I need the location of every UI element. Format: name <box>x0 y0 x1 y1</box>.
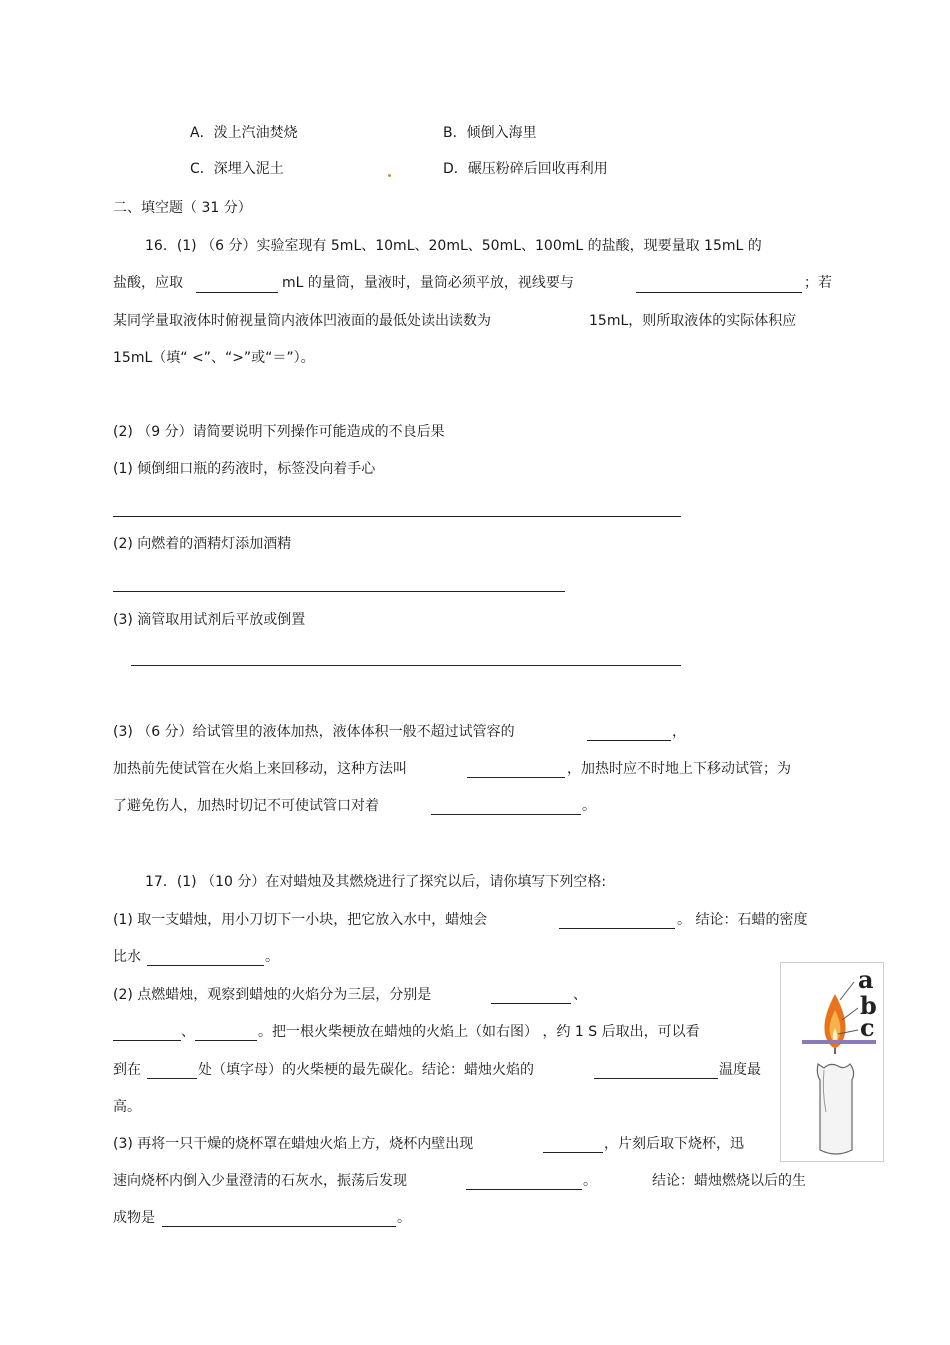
q17-item3c: 速向烧杯内倒入少量澄清的石灰水，振荡后发现 <box>113 1173 407 1189</box>
q17-item2b: 、 <box>573 987 587 1003</box>
candle-figure <box>780 962 884 1162</box>
q17-item3d: 。 <box>583 1173 597 1189</box>
q17-item2d: 。把一根火柴梗放在蜡烛的火焰上（如右图） ，约 1 S 后取出，可以看 <box>258 1024 700 1040</box>
q17-item2c: 、 <box>181 1024 195 1040</box>
q17-item3b: ，片刻后取下烧杯，迅 <box>604 1136 744 1152</box>
q16-line2c: ；若 <box>804 275 832 291</box>
stray-dot <box>388 174 391 177</box>
blank-flame-layer-3[interactable] <box>195 1040 257 1041</box>
option-b: B．倾倒入海里 <box>443 125 537 141</box>
blank-volume-fraction[interactable] <box>587 740 671 741</box>
option-d: D．碾压粉碎后回收再利用 <box>443 161 608 177</box>
answer-line-1[interactable] <box>113 516 681 517</box>
q16-part3-line1b: ， <box>672 724 686 740</box>
q17-item2h: 高。 <box>113 1099 141 1115</box>
q17-item2g: 温度最 <box>719 1062 761 1078</box>
q16-part2-item1: (1) 倾倒细口瓶的药液时，标签没向着手心 <box>113 461 376 477</box>
q17-item1a: (1) 取一支蜡烛，用小刀切下一小块，把它放入水中，蜡烛会 <box>113 912 488 928</box>
blank-flame-layer-2[interactable] <box>113 1040 181 1041</box>
q16-line3a: 某同学量取液体时俯视量筒内液体凹液面的最低处读出读数为 <box>113 313 491 329</box>
blank-floats[interactable] <box>559 928 675 929</box>
q16-line3b: 15mL，则所取液体的实际体积应 <box>589 313 797 329</box>
q17-item3g: 。 <box>397 1210 411 1226</box>
label-c: c <box>860 1013 875 1042</box>
option-c: C．深埋入泥土 <box>190 161 284 177</box>
q17-item1b: 。 结论：石蜡的密度 <box>677 912 808 928</box>
candle-diagram <box>780 962 884 1162</box>
q16-line1: 16．(1) （6 分）实验室现有 5mL、10mL、20mL、50mL、100mL 的盐酸，现要量取 15mL 的 <box>145 238 762 254</box>
section-title: 二、填空题（ 31 分） <box>113 200 252 216</box>
q16-part3-line3a: 了避免伤人，加热时切记不可使试管口对着 <box>113 798 379 814</box>
q17-item3a: (3) 再将一只干燥的烧杯罩在蜡烛火焰上方，烧杯内壁出现 <box>113 1136 474 1152</box>
q16-part3-line1a: (3) （6 分）给试管里的液体加热，液体体积一般不超过试管容的 <box>113 724 515 740</box>
blank-cylinder-size[interactable] <box>196 292 278 293</box>
q16-line2b: mL 的量筒，量液时，量筒必须平放，视线要与 <box>282 275 574 291</box>
q17-item2a: (2) 点燃蜡烛，观察到蜡烛的火焰分为三层，分别是 <box>113 987 432 1003</box>
q17-item1c: 比水 <box>113 949 141 965</box>
answer-line-2[interactable] <box>113 591 565 592</box>
label-b: b <box>860 991 877 1020</box>
q17-item3e: 结论：蜡烛燃烧以后的生 <box>652 1173 806 1189</box>
blank-sightline[interactable] <box>636 292 802 293</box>
q17-item2f: 处（填字母）的火柴梗的最先碳化。结论：蜡烛火焰的 <box>198 1062 534 1078</box>
q16-part3-line2b: ，加热时应不时地上下移动试管；为 <box>567 761 791 777</box>
blank-method-name[interactable] <box>467 777 565 778</box>
q17-item1d: 。 <box>265 949 279 965</box>
blank-inner-wall[interactable] <box>543 1152 603 1153</box>
q16-part3-line2a: 加热前先使试管在火焰上来回移动，这种方法叫 <box>113 761 407 777</box>
blank-direction[interactable] <box>431 814 581 815</box>
q16-line4: 15mL（填“ <”、“>”或“＝”）。 <box>113 350 315 366</box>
blank-flame-layer-1[interactable] <box>491 1003 571 1004</box>
blank-density[interactable] <box>147 965 264 966</box>
q16-part3-line3b: 。 <box>582 798 596 814</box>
q16-part2-item3: (3) 滴管取用试剂后平放或倒置 <box>113 612 306 628</box>
label-a: a <box>858 965 874 994</box>
q17-item2e: 到在 <box>113 1062 141 1078</box>
blank-hottest-layer[interactable] <box>594 1078 718 1079</box>
q16-part2-title: (2) （9 分）请简要说明下列操作可能造成的不良后果 <box>113 424 445 440</box>
candle-body <box>817 1064 853 1154</box>
q17-line1: 17．(1) （10 分）在对蜡烛及其燃烧进行了探究以后，请你填写下列空格: <box>145 874 607 890</box>
option-a: A．泼上汽油焚烧 <box>190 125 298 141</box>
blank-limewater[interactable] <box>466 1189 582 1190</box>
answer-line-3[interactable] <box>131 665 681 666</box>
blank-letter[interactable] <box>147 1078 197 1079</box>
q16-line2a: 盐酸，应取 <box>113 275 183 291</box>
blank-products[interactable] <box>162 1226 396 1227</box>
q17-item3f: 成物是 <box>113 1210 155 1226</box>
q16-part2-item2: (2) 向燃着的酒精灯添加酒精 <box>113 536 292 552</box>
